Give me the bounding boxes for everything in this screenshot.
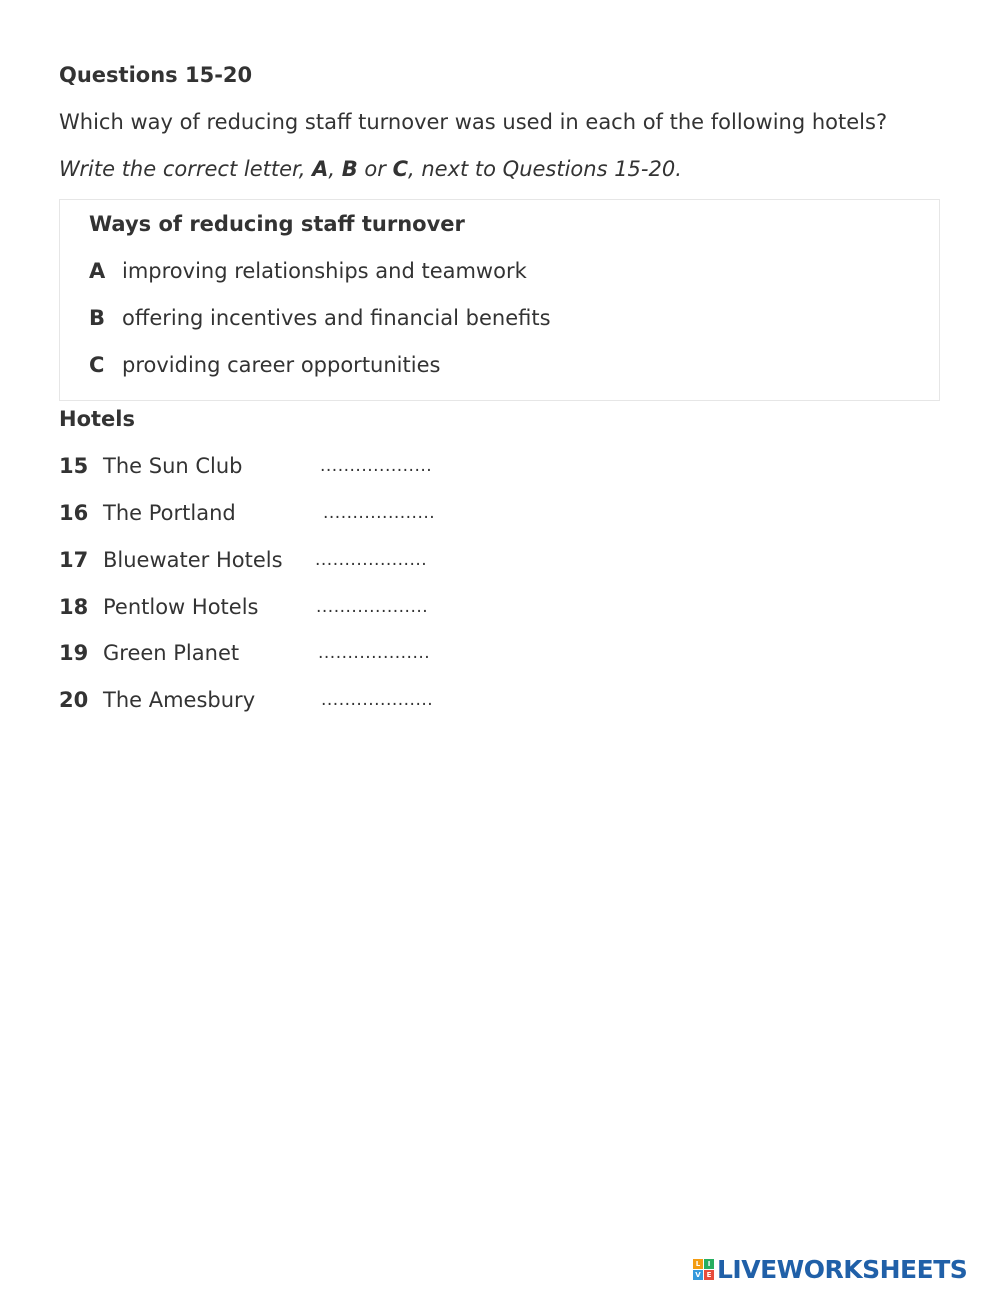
instruction-part: , next to Questions 15-20.	[407, 157, 682, 181]
hotel-name: Pentlow Hotels	[103, 595, 259, 619]
logo-text: LIVEWORKSHEETS	[717, 1254, 968, 1284]
option-text: offering incentives and financial benefits	[122, 306, 551, 330]
question-number: 20	[59, 688, 89, 712]
option-c	[89, 349, 440, 381]
hotels-title: Hotels	[59, 407, 135, 431]
option-text: providing career opportunities	[122, 353, 441, 377]
hotel-name: Green Planet	[103, 641, 240, 665]
logo-mark-letter: L	[693, 1259, 703, 1269]
answer-blank[interactable]: ...................	[321, 690, 434, 710]
instruction-part: or	[357, 157, 393, 181]
question-number: 17	[59, 548, 89, 572]
instruction-letter-a: A	[312, 157, 329, 181]
section-heading: Questions 15-20	[59, 63, 253, 87]
hotel-name: The Amesbury	[103, 688, 256, 712]
option-letter: C	[89, 353, 105, 377]
options-box	[59, 199, 940, 401]
logo-mark-letter: I	[704, 1259, 714, 1269]
instruction-letter-b: B	[341, 157, 358, 181]
answer-blank[interactable]: ...................	[315, 550, 428, 570]
options-box-title: Ways of reducing staff turnover	[89, 212, 465, 236]
hotel-name: Bluewater Hotels	[103, 548, 283, 572]
option-a	[89, 255, 527, 287]
instruction-letter-c: C	[392, 157, 408, 181]
answer-blank[interactable]: ...................	[323, 503, 436, 523]
instruction-part: Write the correct letter,	[59, 157, 313, 181]
hotel-name: The Portland	[103, 501, 236, 525]
hotel-name: The Sun Club	[103, 454, 243, 478]
question-number: 19	[59, 641, 89, 665]
question-number: 15	[59, 454, 89, 478]
option-letter: A	[89, 259, 106, 283]
instruction-text	[59, 154, 682, 184]
answer-blank[interactable]: ...................	[320, 456, 433, 476]
answer-blank[interactable]: ...................	[318, 643, 431, 663]
logo-mark-letter: V	[693, 1270, 703, 1280]
liveworksheets-logo	[693, 1254, 967, 1284]
option-letter: B	[89, 306, 106, 330]
option-b	[89, 302, 551, 334]
logo-mark-letter: E	[704, 1270, 714, 1280]
logo-mark-icon	[693, 1259, 714, 1280]
instruction-part: ,	[328, 157, 342, 181]
answer-blank[interactable]: ...................	[316, 597, 429, 617]
question-number: 16	[59, 501, 89, 525]
option-text: improving relationships and teamwork	[122, 259, 527, 283]
question-text: Which way of reducing staff turnover was used in each of the following hotels?	[59, 110, 888, 134]
question-number: 18	[59, 595, 89, 619]
